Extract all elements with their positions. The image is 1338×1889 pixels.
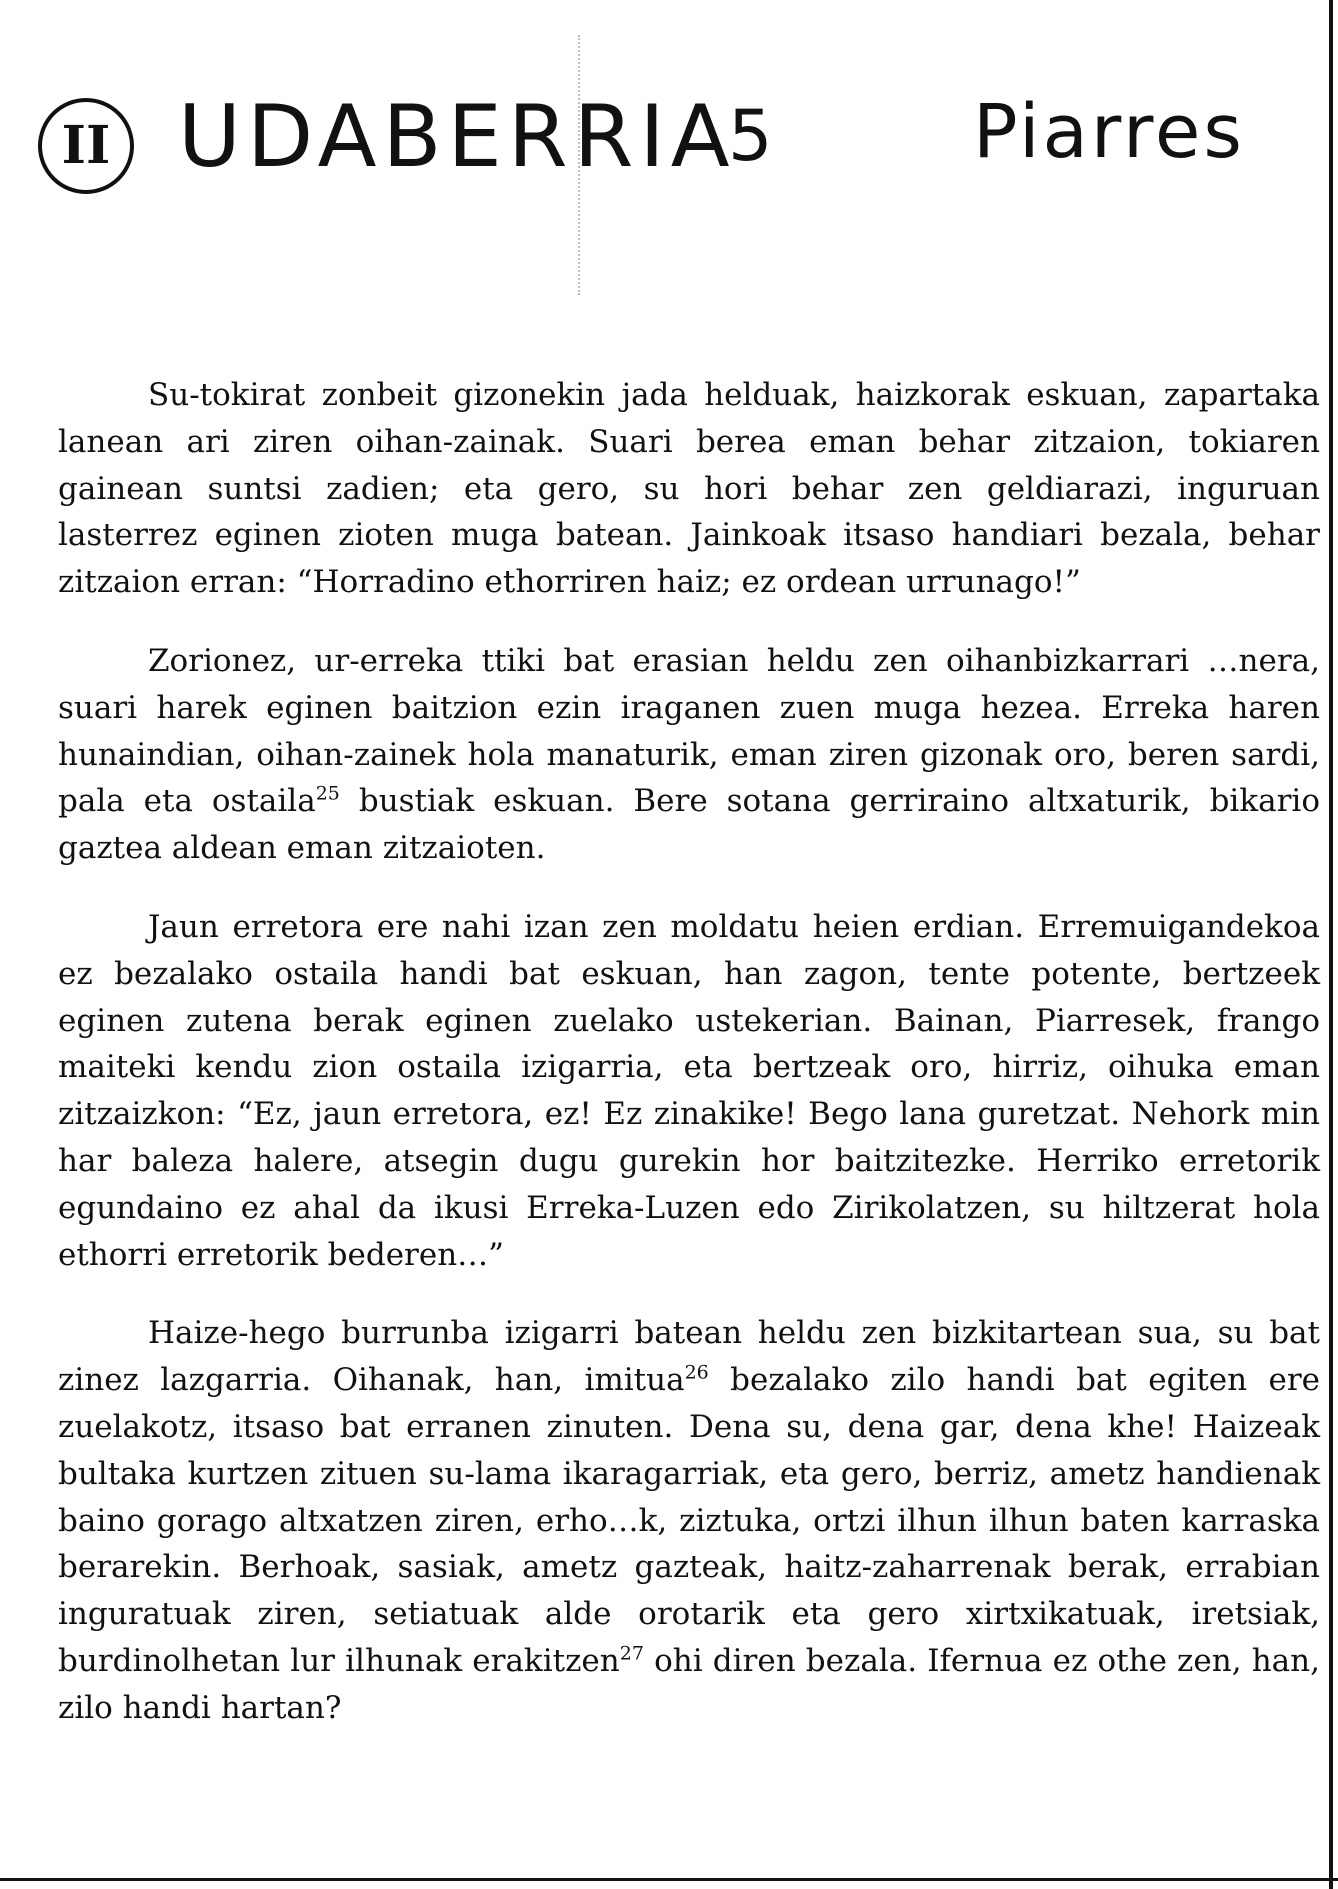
paragraph-text: Haize-hego burrunba izigarri batean heldu zen bizkitartean sua, su bat zinez lazgarria. Oihanak, han, imitua <box>58 1315 1320 1399</box>
chapter-badge: II <box>38 98 134 194</box>
paragraph-text: ohi diren bezala. Ifernua ez othe zen, han, zilo handi hartan? <box>58 1642 1320 1726</box>
paragraph-text: bustiak eskuan. Bere sotana gerriraino altxaturik, bikario gaztea aldean eman zitzaioten. <box>58 783 1321 867</box>
paragraph <box>58 904 1320 1278</box>
bottom-border-line <box>0 1878 1338 1881</box>
author-name: Piarres <box>973 89 1245 175</box>
paragraph-text: Jaun erretora ere nahi izan zen moldatu heien erdian. Erremuigandekoa ez bezalako ostaila handi bat eskuan, han zagon, tente potente, bertzeek eginen zutena berak eginen zuelako ustekerian. Bainan, Piarresek, frango maiteki kendu zion ostaila izigarria, eta bertzeak oro, hirriz, oihuka eman zitzaizkon: “Ez, jaun erretora, ez! Ez zinakike! Bego lana guretzat. Nehork min har baleza halere, atsegin dugu gurekin hor baitzitezke. Herriko erretorik egundaino ez ahal da ikusi Erreka-Luzen edo Zirikolatzen, su hiltzerat hola ethorri erretorik bederen…” <box>58 908 1320 1273</box>
paragraph <box>58 1310 1320 1731</box>
body-text <box>58 372 1320 1764</box>
paragraph-text: Su-tokirat zonbeit gizonekin jada helduak, haizkorak eskuan, zapartaka lanean ari ziren oihan-zainak. Suari berea eman behar zitzaion, tokiaren gainean suntsi zadien; eta gero, su hori behar zen geldiarazi, inguruan lasterrez eginen zioten muga batean. Jainkoak itsaso handiari bezala, behar zitzaion erran: “Horradino ethorriren haiz; ez ordean urrunago!” <box>58 377 1320 601</box>
paragraph <box>58 372 1320 606</box>
paragraph <box>58 638 1320 872</box>
right-border-line <box>1329 0 1333 1889</box>
chapter-title: UDABERRIA <box>178 87 736 187</box>
footnote-marker: 27 <box>619 1642 644 1665</box>
chapter-number: 5 <box>728 95 773 177</box>
paragraph-text: Zorionez, ur-erreka ttiki bat erasian heldu zen oihanbizkarrari …nera, suari harek eginen baitzion ezin iraganen zuen muga hezea. Erreka haren hunaindian, oihan-zainek hola manaturik, eman ziren gizonak oro, beren sardi, pala eta ostaila <box>58 642 1320 820</box>
page-header <box>38 82 1298 212</box>
paragraph-text: bezalako zilo handi bat egiten ere zuelakotz, itsaso bat erranen zinuten. Dena su, dena gar, dena khe! Haizeak bultaka kurtzen zituen su-lama ikaragarriak, eta gero, berriz, ametz handienak baino gorago altxatzen ziren, erho…k, ziztuka, ortzi ilhun ilhun baten karraska berarekin. Berhoak, sasiak, ametz gazteak, haitz-zaharrenak berak, errabian inguratuak ziren, setiatuak alde orotarik eta gero xirtxikatuak, iretsiak, burdinolhetan lur ilhunak erakitzen <box>58 1362 1320 1679</box>
footnote-marker: 26 <box>684 1361 709 1384</box>
footnote-marker: 25 <box>315 783 340 806</box>
